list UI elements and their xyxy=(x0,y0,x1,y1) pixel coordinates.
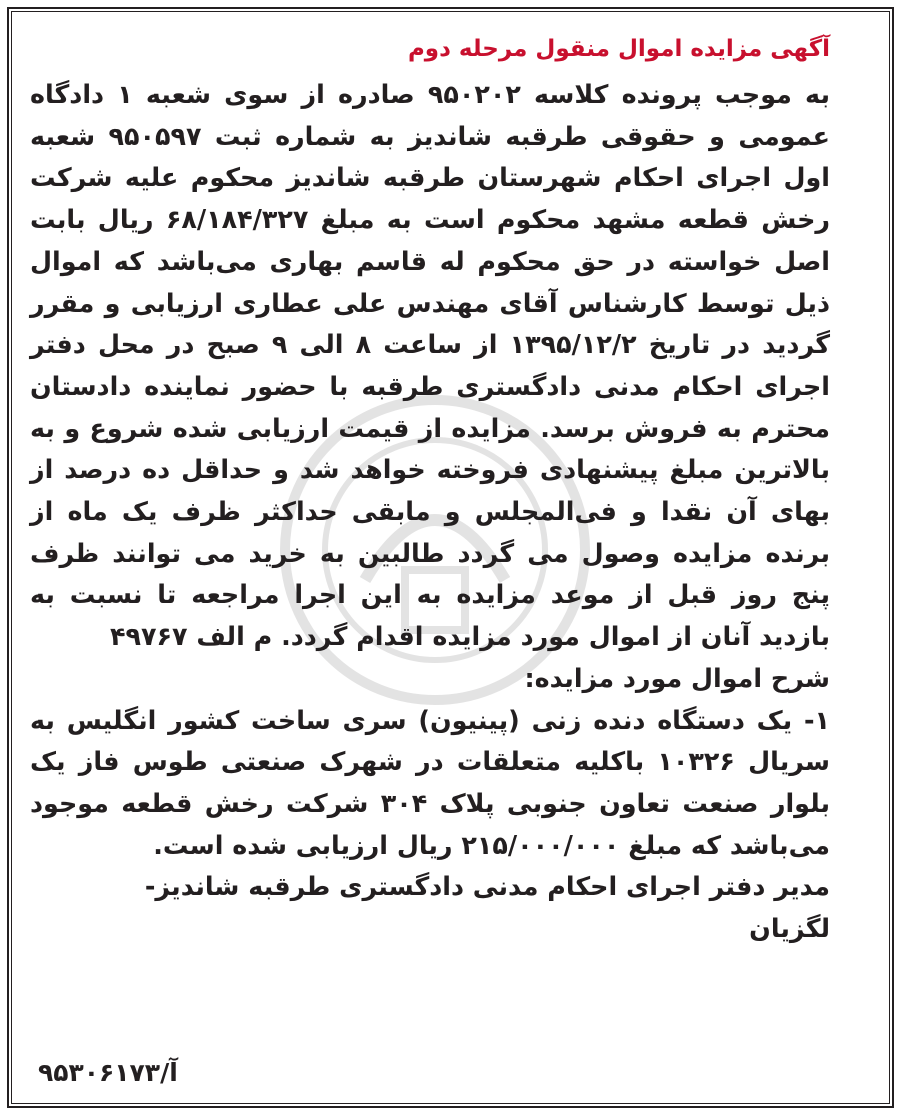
signature-name: لگزیان xyxy=(749,913,830,944)
reference-number: آ/۹۵۳۰۶۱۷۳ xyxy=(38,1058,178,1087)
notice-content xyxy=(30,34,830,950)
items-description-heading: شرح اموال مورد مزایده: xyxy=(524,662,830,693)
notice-title: آگهی مزایده اموال منقول مرحله دوم xyxy=(407,36,830,62)
signature-title: مدیر دفتر اجرای احکام مدنی دادگستری طرقبه شاندیز- xyxy=(144,871,830,902)
auction-item-1: ۱- یک دستگاه دنده زنی (پینیون) سری ساخت کشور انگلیس به سریال ۱۰۳۲۶ باکلیه متعلقات در شهرک صنعتی طوس فاز یک بلوار صنعت تعاون جنوبی پلاک ۳۰۴ شرکت رخش قطعه موجود می‌باشد که مبلغ ۲۱۵/۰۰۰/۰۰۰ ریال ارزیابی شده است. xyxy=(30,704,830,860)
notice-body: به موجب پرونده کلاسه ۹۵۰۲۰۲ صادره از سوی شعبه ۱ دادگاه عمومی و حقوقی طرقبه شاندیز به شماره ثبت ۹۵۰۵۹۷ شعبه اول اجرای احکام شهرستان طرقبه شاندیز محکوم علیه شرکت رخش قطعه مشهد محکوم است به مبلغ ۶۸/۱۸۴/۳۲۷ ریال بابت اصل خواسته در حق محکوم له قاسم بهاری می‌باشد که اموال ذیل توسط کارشناس آقای مهندس علی عطاری ارزیابی و مقرر گردید در تاریخ ۱۳۹۵/۱۲/۲ از ساعت ۸ الی ۹ صبح در محل دفتر اجرای احکام مدنی دادگستری طرقبه با حضور نماینده دادستان محترم به فروش برسد. مزایده از قیمت ارزیابی شده شروع و به بالاترین مبلغ پیشنهادی فروخته خواهد شد و حداقل ده درصد از بهای آن نقدا و فی‌المجلس و مابقی حداکثر ظرف یک ماه از برنده مزایده وصول می گردد طالبین به خرید می توانند ظرف پنج روز قبل از موعد مزایده به این اجرا مراجعه تا نسبت به بازدید آنان از اموال مورد مزایده اقدام گردد. م الف ۴۹۷۶۷ xyxy=(30,79,831,652)
